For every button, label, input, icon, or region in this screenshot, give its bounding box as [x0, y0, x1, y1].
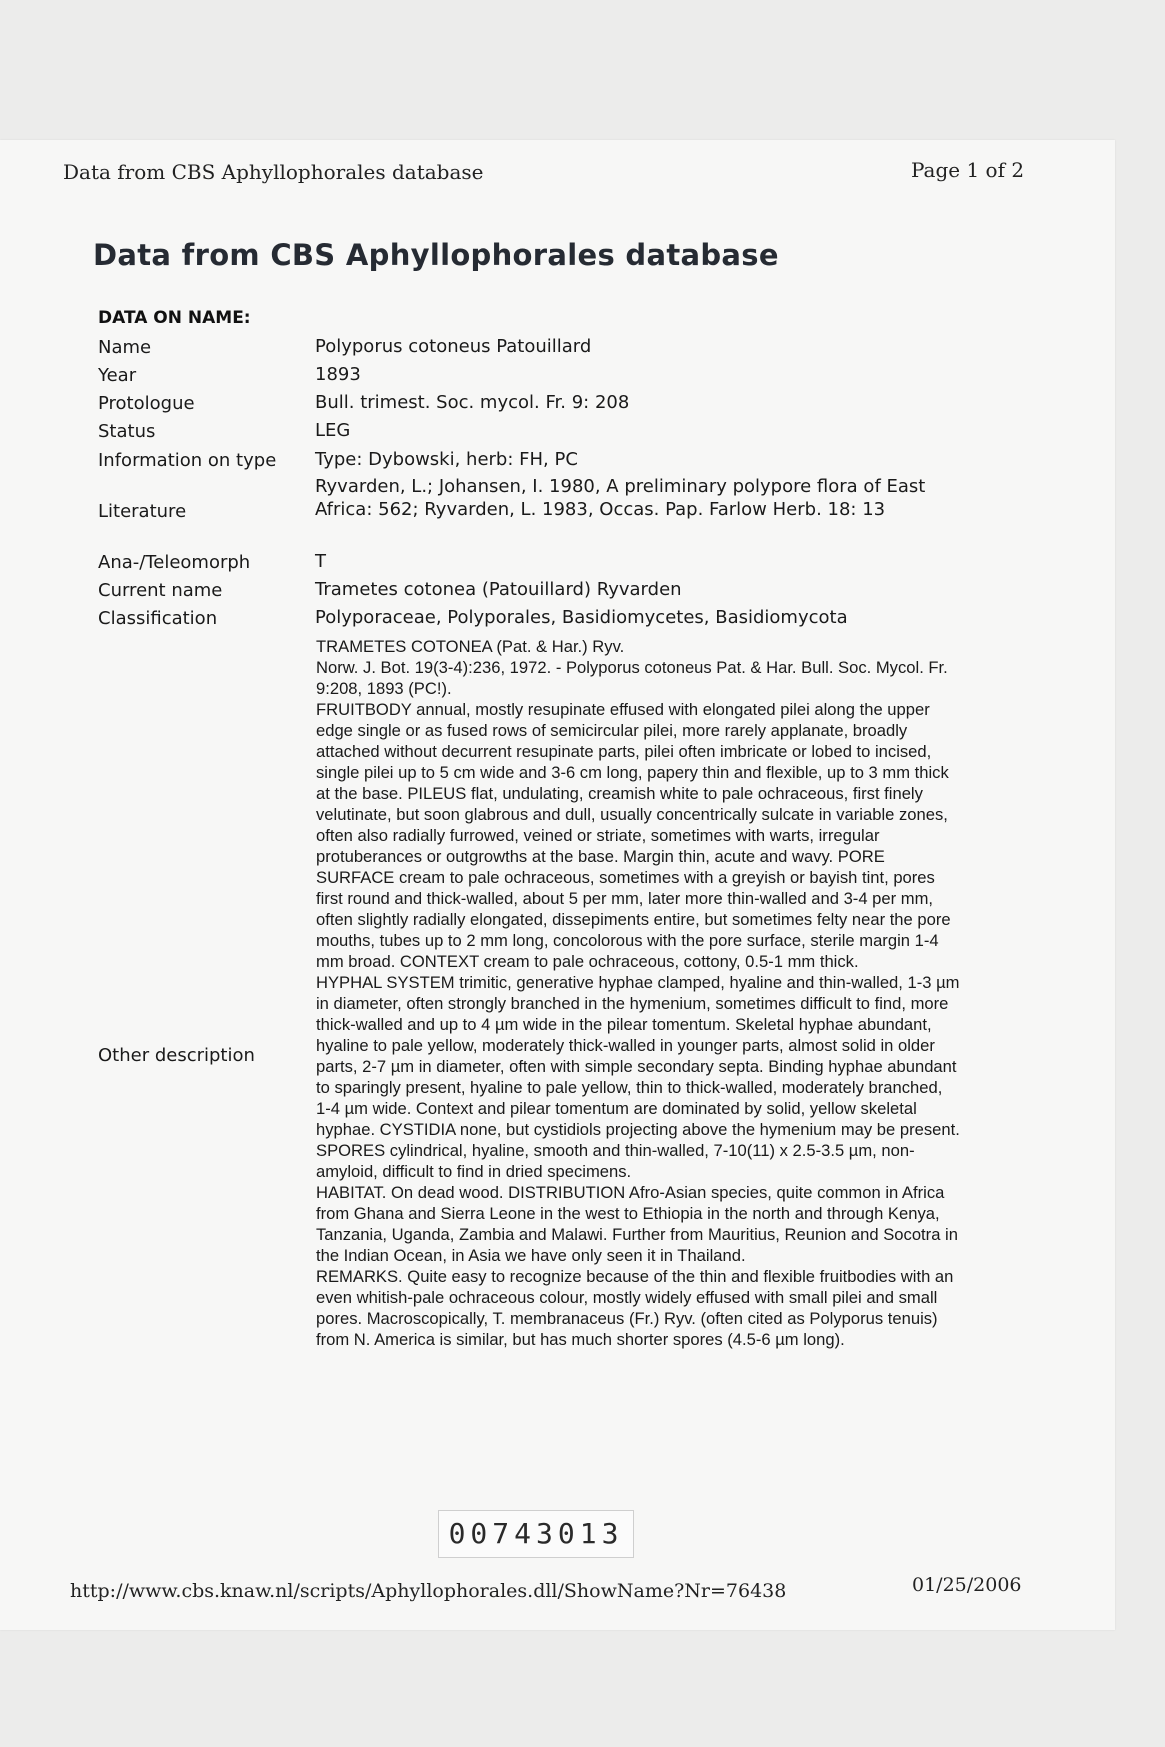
year-value: 1893	[315, 364, 361, 385]
classification-value: Polyporaceae, Polyporales, Basidiomycetes, Basidiomycota	[315, 607, 848, 628]
anamorph-value: T	[315, 551, 326, 572]
footer-url: http://www.cbs.knaw.nl/scripts/Aphyllophorales.dll/ShowName?Nr=76438	[70, 1580, 787, 1602]
print-page-number: Page 1 of 2	[911, 158, 1025, 182]
description-paragraph: TRAMETES COTONEA (Pat. & Har.) Ryv.	[316, 637, 625, 656]
description-paragraph: HYPHAL SYSTEM trimitic, generative hyphae clamped, hyaline and thin-walled, 1-3 µm in diameter, often strongly branched in the hymenium, sometimes difficult to find, more thick-walled and up to 4 µm wide in the pilear tomentum. Skeletal hyphae abundant, hyaline to pale yellow, moderately thick-walled in younger parts, almost solid in older parts, 2-7 µm in diameter, often with simple secondary septa. Binding hyphae abundant to sparingly present, hyaline to pale yellow, thin to thick-walled, moderately branched, 1-4 µm wide. Context and pilear tomentum are dominated by solid, yellow skeletal hyphae. CYSTIDIA none, but cystidiols projecting above the hymenium may be present. SPORES cylindrical, hyaline, smooth and thin-walled, 7-10(11) x 2.5-3.5 µm, non-amyloid, difficult to find in dried specimens.	[316, 973, 960, 1181]
name-value: Polyporus cotoneus Patouillard	[315, 336, 592, 357]
print-header-title: Data from CBS Aphyllophorales database	[63, 160, 484, 184]
specimen-barcode-number: 00743013	[438, 1510, 634, 1558]
protologue-label: Protologue	[98, 393, 195, 414]
status-label: Status	[98, 421, 156, 442]
anamorph-label: Ana-/Teleomorph	[98, 552, 251, 573]
info-type-value: Type: Dybowski, herb: FH, PC	[315, 449, 578, 470]
year-label: Year	[98, 365, 137, 386]
page-title: Data from CBS Aphyllophorales database	[93, 238, 779, 272]
footer-date: 01/25/2006	[912, 1574, 1022, 1596]
status-value: LEG	[315, 420, 351, 441]
other-description-label: Other description	[98, 1045, 255, 1066]
info-type-label: Information on type	[98, 450, 277, 471]
literature-label: Literature	[98, 501, 187, 522]
current-name-value: Trametes cotonea (Patouillard) Ryvarden	[315, 579, 682, 600]
description-paragraph: Norw. J. Bot. 19(3-4):236, 1972. - Polyporus cotoneus Pat. & Har. Bull. Soc. Mycol. Fr. 9:208, 1893 (PC!).	[316, 658, 948, 698]
section-heading: DATA ON NAME:	[98, 308, 251, 328]
description-paragraph: REMARKS. Quite easy to recognize because of the thin and flexible fruitbodies with an even whitish-pale ochraceous colour, mostly widely effused with small pilei and small pores. Macroscopically, T. membranaceus (Fr.) Ryv. (often cited as Polyporus tenuis) from N. America is similar, but has much shorter spores (4.5-6 µm long).	[316, 1267, 954, 1349]
protologue-value: Bull. trimest. Soc. mycol. Fr. 9: 208	[315, 392, 630, 413]
description-paragraph: HABITAT. On dead wood. DISTRIBUTION Afro-Asian species, quite common in Africa from Ghana and Sierra Leone in the west to Ethiopia in the north and through Kenya, Tanzania, Uganda, Zambia and Malawi. Further from Mauritius, Reunion and Socotra in the Indian Ocean, in Asia we have only seen it in Thailand.	[316, 1183, 958, 1265]
current-name-label: Current name	[98, 580, 223, 601]
classification-label: Classification	[98, 608, 218, 629]
description-paragraph: FRUITBODY annual, mostly resupinate effused with elongated pilei along the upper edge single or as fused rows of semicircular pilei, more rarely applanate, broadly attached without decurrent resupinate parts, pilei often imbricate or lobed to incised, single pilei up to 5 cm wide and 3-6 cm long, papery thin and flexible, up to 3 mm thick at the base. PILEUS flat, undulating, creamish white to pale ochraceous, first finely velutinate, but soon glabrous and dull, usually concentrically sulcate in variable zones, often also radially furrowed, veined or striate, sometimes with warts, irregular protuberances or outgrowths at the base. Margin thin, acute and wavy. PORE SURFACE cream to pale ochraceous, sometimes with a greyish or bayish tint, pores first round and thick-walled, about 5 per mm, later more thin-walled and 3-4 per mm, often slightly radially elongated, dissepiments entire, but sometimes felty near the pore mouths, tubes up to 2 mm long, concolorous with the pore surface, sterile margin 1-4 mm broad. CONTEXT cream to pale ochraceous, cottony, 0.5-1 mm thick.	[316, 700, 951, 971]
other-description-text	[316, 636, 961, 1350]
name-label: Name	[98, 337, 152, 358]
literature-value: Ryvarden, L.; Johansen, I. 1980, A preliminary polypore flora of East Africa: 562; Ryvarden, L. 1983, Occas. Pap. Farlow Herb. 18: 13	[315, 476, 926, 520]
